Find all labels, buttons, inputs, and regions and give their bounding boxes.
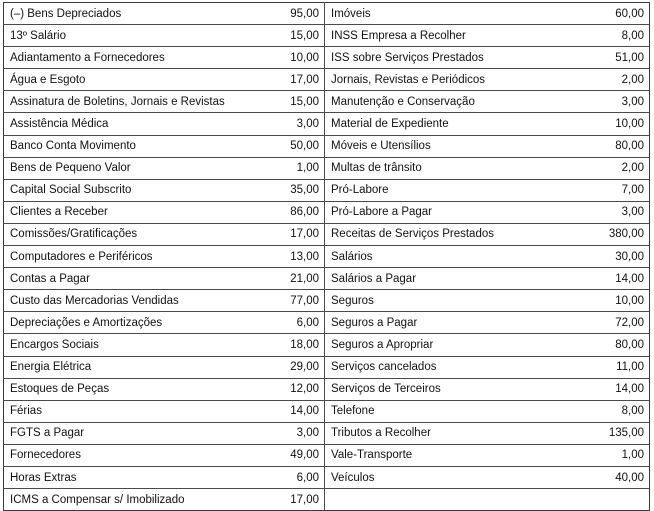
account-name-right: Imóveis [325, 3, 597, 25]
table-row [4, 91, 650, 113]
table-row [4, 444, 650, 466]
table-row [4, 290, 650, 312]
account-name-right: Multas de trânsito [325, 157, 597, 179]
table-row [4, 268, 650, 290]
account-value-left: 35,00 [274, 179, 325, 201]
account-name-left: Água e Esgoto [4, 69, 274, 91]
table-row [4, 422, 650, 444]
account-name-left: Fornecedores [4, 444, 274, 466]
accounts-table-body [4, 3, 650, 511]
table-row [4, 312, 650, 334]
account-value-left: 49,00 [274, 444, 325, 466]
account-value-left: 6,00 [274, 466, 325, 488]
account-name-right: Seguros a Apropriar [325, 334, 597, 356]
account-name-left: Computadores e Periféricos [4, 246, 274, 268]
account-value-left: 29,00 [274, 356, 325, 378]
account-value-right: 80,00 [597, 334, 650, 356]
account-value-right: 8,00 [597, 400, 650, 422]
account-name-right: Pró-Labore [325, 179, 597, 201]
account-value-left: 95,00 [274, 3, 325, 25]
account-value-left: 10,00 [274, 47, 325, 69]
accounts-table [3, 2, 650, 511]
account-name-right: Tributos a Recolher [325, 422, 597, 444]
account-name-left: Estoques de Peças [4, 378, 274, 400]
account-value-right: 14,00 [597, 378, 650, 400]
account-name-left: FGTS a Pagar [4, 422, 274, 444]
account-value-right: 40,00 [597, 466, 650, 488]
account-value-right: 30,00 [597, 246, 650, 268]
account-name-left: 13º Salário [4, 25, 274, 47]
table-row [4, 135, 650, 157]
account-value-left: 15,00 [274, 91, 325, 113]
account-name-left: (–) Bens Depreciados [4, 3, 274, 25]
account-name-left: Assinatura de Boletins, Jornais e Revistas [4, 91, 274, 113]
account-value-right: 7,00 [597, 179, 650, 201]
account-name-right: Material de Expediente [325, 113, 597, 135]
account-name-right: Receitas de Serviços Prestados [325, 223, 597, 245]
account-value-left: 3,00 [274, 113, 325, 135]
account-name-left: Comissões/Gratificações [4, 223, 274, 245]
account-name-right: Vale-Transporte [325, 444, 597, 466]
table-row [4, 179, 650, 201]
account-value-right: 10,00 [597, 290, 650, 312]
table-row [4, 356, 650, 378]
account-value-right: 11,00 [597, 356, 650, 378]
account-value-left: 21,00 [274, 268, 325, 290]
account-value-left: 3,00 [274, 422, 325, 444]
accounts-table-sheet [3, 2, 649, 506]
account-name-left: Adiantamento a Fornecedores [4, 47, 274, 69]
account-name-right: Veículos [325, 466, 597, 488]
account-name-right: Jornais, Revistas e Periódicos [325, 69, 597, 91]
account-value-left: 14,00 [274, 400, 325, 422]
account-name-left: Capital Social Subscrito [4, 179, 274, 201]
account-value-left: 12,00 [274, 378, 325, 400]
account-value-right: 80,00 [597, 135, 650, 157]
table-row [4, 47, 650, 69]
account-name-left: Contas a Pagar [4, 268, 274, 290]
account-value-right: 135,00 [597, 422, 650, 444]
account-value-right: 3,00 [597, 91, 650, 113]
table-row [4, 69, 650, 91]
account-name-right: Salários a Pagar [325, 268, 597, 290]
account-value-right: 8,00 [597, 25, 650, 47]
account-name-left: Banco Conta Movimento [4, 135, 274, 157]
account-value-left: 17,00 [274, 69, 325, 91]
account-value-left: 50,00 [274, 135, 325, 157]
account-value-left: 17,00 [274, 489, 325, 511]
account-value-left: 15,00 [274, 25, 325, 47]
account-name-left: Custo das Mercadorias Vendidas [4, 290, 274, 312]
account-value-left: 1,00 [274, 157, 325, 179]
account-name-right: Manutenção e Conservação [325, 91, 597, 113]
account-name-right: Serviços de Terceiros [325, 378, 597, 400]
account-name-right: Telefone [325, 400, 597, 422]
account-name-right: Salários [325, 246, 597, 268]
account-name-left: Assistência Médica [4, 113, 274, 135]
account-name-right [325, 489, 597, 511]
account-name-left: Horas Extras [4, 466, 274, 488]
account-value-right: 14,00 [597, 268, 650, 290]
account-name-left: Bens de Pequeno Valor [4, 157, 274, 179]
table-row [4, 400, 650, 422]
account-value-right: 3,00 [597, 201, 650, 223]
account-name-right: Seguros a Pagar [325, 312, 597, 334]
account-value-left: 18,00 [274, 334, 325, 356]
table-row [4, 334, 650, 356]
account-value-right: 51,00 [597, 47, 650, 69]
account-name-left: ICMS a Compensar s/ Imobilizado [10, 493, 185, 506]
account-value-right: 60,00 [597, 3, 650, 25]
account-name-right: ISS sobre Serviços Prestados [325, 47, 597, 69]
table-row [4, 489, 650, 511]
account-name-right: Seguros [325, 290, 597, 312]
table-row [4, 25, 650, 47]
table-row [4, 201, 650, 223]
table-row [4, 3, 650, 25]
account-name-right: Pró-Labore a Pagar [325, 201, 597, 223]
account-value-right: 380,00 [597, 223, 650, 245]
account-value-left: 13,00 [274, 246, 325, 268]
account-name-right: INSS Empresa a Recolher [325, 25, 597, 47]
table-row [4, 157, 650, 179]
account-value-left: 77,00 [274, 290, 325, 312]
account-name-right: Móveis e Utensílios [325, 135, 597, 157]
account-name-left: Clientes a Receber [4, 201, 274, 223]
account-value-left: 86,00 [274, 201, 325, 223]
table-row [4, 378, 650, 400]
table-row [4, 223, 650, 245]
account-value-left: 6,00 [274, 312, 325, 334]
account-name-left: Energia Elétrica [4, 356, 274, 378]
account-name-left: Depreciações e Amortizações [4, 312, 274, 334]
account-value-right: 10,00 [597, 113, 650, 135]
table-row [4, 246, 650, 268]
account-value-right: 1,00 [597, 444, 650, 466]
account-value-right: 2,00 [597, 69, 650, 91]
table-row [4, 466, 650, 488]
account-value-right: 72,00 [597, 312, 650, 334]
account-value-left: 17,00 [274, 223, 325, 245]
account-name-right: Serviços cancelados [325, 356, 597, 378]
account-value-right [597, 489, 650, 511]
account-name-left: Encargos Sociais [4, 334, 274, 356]
table-row [4, 113, 650, 135]
account-name-left: Férias [4, 400, 274, 422]
account-value-right: 2,00 [597, 157, 650, 179]
